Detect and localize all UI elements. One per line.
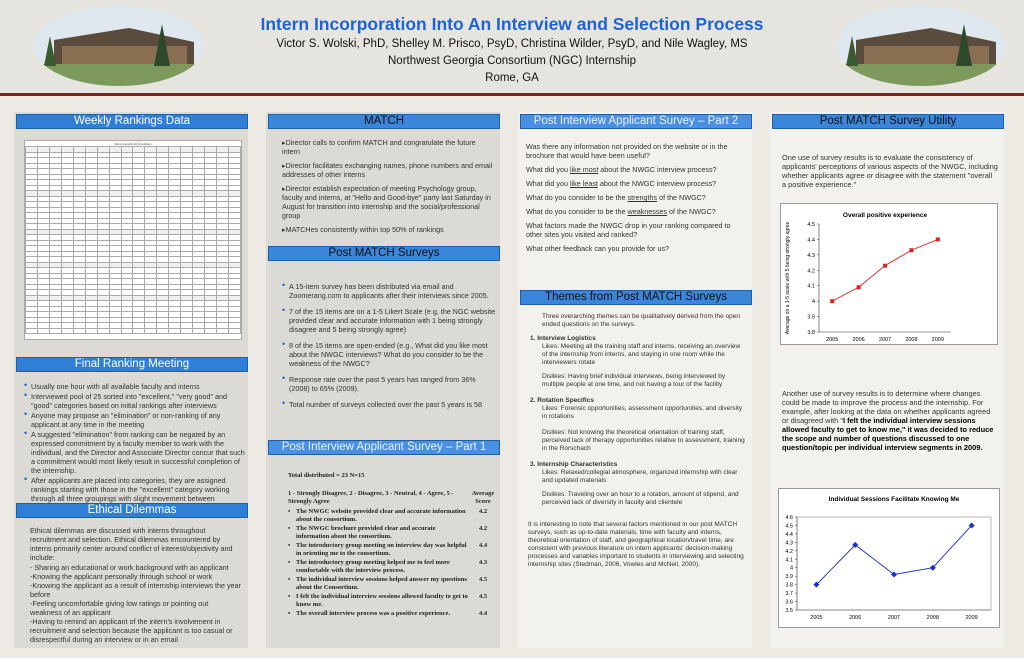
survey-item: • A 15-item survey has been distributed via email and Zoomerang.com to applicants after their interviews since 2005.	[282, 282, 496, 300]
chart-overall-positive	[780, 203, 998, 345]
survey-row	[288, 559, 498, 575]
survey-row-item: • The NWGC website provided clear and accurate information about the consortium.	[288, 508, 466, 523]
rankings-grid-cell	[26, 328, 38, 334]
rankings-grid-cell	[169, 328, 181, 334]
institution: Northwest Georgia Consortium (NGC) Internship	[388, 55, 636, 67]
theme-3-dislikes: Dislikes: Traveling over an hour to a rotation, amount of stipend, and perceived lack of diversity in faculty and clientele	[542, 491, 739, 506]
y-tick-label: 4.6	[785, 515, 793, 521]
themes-intro: Three overarching themes can be qualitatively derived from the open ended questions on the surveys.	[542, 313, 740, 328]
x-tick-label: 2009	[965, 615, 978, 621]
ethical-line: -Knowing the applicant as a result of internship interviews the year before	[30, 581, 241, 599]
survey-row-item: • The introductory group meeting on interview day was helpful in orienting me to the consortium.	[288, 542, 467, 557]
y-tick-label: 3.8	[807, 330, 815, 336]
themes-text	[528, 313, 746, 569]
survey-row-item: • The overall interview process was a positive experience.	[288, 610, 451, 617]
plot-frame	[797, 517, 991, 610]
rankings-grid-cell	[157, 328, 169, 334]
ethical-line: -Feeling uncomfortable giving low ratings or pointing out weakness of an applicant	[30, 599, 209, 617]
theme-1-likes: Likes: Meeting all the training staff and interns, receiving an overview of the internship from interns, and staying in one room while the interviewers rotate	[542, 343, 741, 366]
survey-part1-table	[288, 472, 498, 619]
weekly-rankings-heading: Weekly Rankings Data	[16, 114, 248, 129]
data-point	[909, 248, 913, 252]
chart-overall-positive-svg	[781, 204, 997, 344]
rankings-grid-cell	[37, 328, 49, 334]
poster-header	[0, 0, 1024, 96]
y-tick-label: 4	[789, 565, 793, 572]
survey-rows	[288, 508, 498, 618]
bullet-icon: •	[288, 576, 291, 583]
y-tick-label: 4.3	[785, 540, 793, 547]
y-tick-label: 3.9	[807, 314, 815, 321]
rankings-grid-cell	[145, 328, 157, 334]
x-tick-label: 2009	[931, 337, 944, 343]
match-item: ▸Director establish expectation of meeting Psychology group, faculty and interns, at "Hello and Good-bye" party last Saturday in August for transition into internship and the social/professional group	[282, 184, 491, 220]
y-tick-label: 4.2	[785, 548, 793, 555]
bullet-icon: •	[288, 542, 291, 549]
final-ranking-item: • Usually one hour with all available faculty and interns	[24, 382, 246, 391]
rankings-grid-cell	[109, 328, 121, 334]
y-tick-label: 4.1	[807, 283, 815, 290]
x-tick-label: 2005	[810, 615, 823, 621]
theme-3-likes: Likes: Relaxed/collegial atmosphere, organized internship with clear and updated materials	[542, 469, 738, 484]
y-tick-label: 4.5	[807, 222, 815, 228]
x-tick-label: 2005	[826, 337, 839, 343]
question: What factors made the NWGC drop in your ranking compared to other sites you visited and ranked?	[526, 221, 731, 239]
campus-photo-left	[34, 6, 204, 86]
utility-heading: Post MATCH Survey Utility	[772, 114, 1004, 129]
survey-row	[288, 576, 498, 592]
utility-p2: Another use of survey results is to determine where changes could be made to improve the process and the internship. For example, after looking at the data on whether applicants agreed or disagreed with "I felt the individual interview sessions allowed faculty to get to know me," it was decided to reduce the scope and number of questions discussed to one question/topic per individual interview segments in 2009.	[782, 389, 994, 452]
survey-row-item: • The individual interview sessions helped answer my questions about the Consortium.	[288, 576, 467, 591]
chart-title: Overall positive experience	[842, 212, 928, 219]
bullet-icon: •	[288, 525, 291, 532]
x-tick-label: 2007	[878, 337, 892, 343]
chart-individual-sessions-svg	[779, 489, 999, 627]
final-ranking-item: • Anyone may propose an "elimination" or non-ranking of any applicant at any time in the meeting	[24, 411, 246, 429]
data-point	[936, 237, 940, 241]
rankings-grid-cell	[205, 328, 217, 334]
match-item: ▸MATCHes consistently within top 50% of rankings	[282, 225, 444, 234]
question: What did you like most about the NWGC interview process?	[526, 165, 717, 174]
rankings-grid-cell	[121, 328, 133, 334]
y-axis-label: Average on a 1-5 scale with 5 being strongly agree	[785, 221, 791, 335]
bullet-icon: •	[288, 593, 291, 600]
rankings-grid-cell	[228, 328, 240, 334]
ethical-dilemmas-heading: Ethical Dilemmas	[16, 503, 248, 518]
survey-item: • 8 of the 15 items are open-ended (e.g., What did you like most about the NWGC interviews? What do you consider to be the weakness of the NWGC?	[282, 341, 496, 368]
x-tick-label: 2006	[849, 615, 862, 621]
survey-row-item: • I felt the individual interview sessions allowed faculty to get to know me.	[288, 593, 468, 608]
survey-item: • Total number of surveys collected over the past 5 years is 58	[282, 400, 496, 409]
series-line	[832, 239, 938, 301]
rankings-table	[24, 140, 242, 340]
post-match-surveys-list	[282, 282, 496, 410]
y-tick-label: 3.7	[785, 591, 793, 598]
survey-total: Total distributed = 23 N=15	[288, 472, 365, 479]
final-ranking-list	[24, 382, 246, 513]
match-list	[282, 138, 494, 239]
poster-title: Intern Incorporation Into An Interview and Selection Process	[260, 14, 764, 34]
survey-row-score: 4.5	[478, 576, 488, 583]
post-match-surveys-heading: Post MATCH Surveys	[268, 246, 500, 261]
ethical-line: - Sharing an educational or work background with an applicant	[30, 563, 229, 572]
survey-row-score: 4.2	[478, 525, 488, 532]
question: Was there any information not provided on the website or in the brochure that would have been useful?	[526, 142, 728, 160]
match-heading: MATCH	[268, 114, 500, 129]
themes-conclusion: It is interesting to note that several factors mentioned in our post MATCH surveys, such as up-to-date materials, time with faculty and interns, theoretical orientation of staff, and geographical location/travel time, are consistent with previous literature on intern applicants' decision-making processes and variables important to students in interviewing and selecting internship sites (Stedman, 2006, Vowles and McNeil, 2000).	[528, 521, 744, 568]
x-tick-label: 2006	[852, 337, 865, 343]
rankings-grid-cell	[61, 328, 73, 334]
utility-p1: One use of survey results is to evaluate the consistency of applicants' perceptions of various aspects of the NWGC, including whether applicants agree or disagree with the statement "overall a positive experience."	[782, 153, 998, 189]
theme-1-title: 1. Interview Logistics	[530, 335, 596, 342]
bullet-icon: •	[288, 610, 291, 617]
theme-2-likes: Likes: Forensic opportunities, assessment opportunities, and diversity in rotations	[542, 405, 743, 420]
y-tick-label: 4.1	[785, 557, 793, 564]
authors: Victor S. Wolski, PhD, Shelley M. Prisco, PsyD, Christina Wilder, PsyD, and Nile Wagley, MS	[276, 38, 748, 50]
rankings-grid-cell	[181, 328, 193, 334]
survey-row	[288, 610, 498, 618]
theme-1-dislikes: Dislikes: Having brief individual interviews, being interviewed by multiple people at one time, and not having a tour of the facility	[542, 373, 726, 388]
y-tick-label: 4.2	[807, 268, 815, 275]
final-ranking-item: • Interviewed pool of 25 sorted into "excellent," "very good" and "good" categories based on initial rankings after interviews	[24, 392, 246, 410]
final-ranking-heading: Final Ranking Meeting	[16, 357, 248, 372]
question: What other feedback can you provide for us?	[526, 244, 670, 253]
question: What do you consider to be the strengths of the NWGC?	[526, 193, 706, 202]
survey-part1-heading: Post Interview Applicant Survey – Part 1	[268, 440, 500, 455]
final-ranking-item: • A suggested "elimination" from ranking can be negated by an expressed commitment by a faculty member to work with the individual, and the Director and Associate Director concur that such a commitment would most likely result in successful completion of the internship.	[24, 430, 246, 475]
survey-row-score: 4.4	[478, 610, 488, 617]
y-tick-label: 4.3	[807, 252, 815, 259]
y-tick-label: 3.8	[785, 582, 793, 589]
survey-part2-heading: Post Interview Applicant Survey – Part 2	[520, 114, 752, 129]
survey-row	[288, 593, 498, 609]
final-ranking-item: • After applicants are placed into categories, they are assigned rankings starting with those in the "excellent" category working through all three groupings with slight movement between	[24, 476, 246, 512]
x-tick-label: 2008	[905, 337, 918, 343]
data-point	[883, 264, 887, 268]
campus-photo-right	[836, 6, 1006, 86]
match-item: ▸Director facilitates exchanging names, phone numbers and email addresses of other interns	[282, 161, 493, 179]
ethical-intro: Ethical dilemmas are discussed with interns throughout recruitment and selection. Ethical dilemmas encountered by interns primarily center around conflict of interest/objectivity and include:	[30, 526, 233, 562]
themes-heading: Themes from Post MATCH Surveys	[520, 290, 752, 305]
survey-scale-row	[288, 490, 498, 506]
rankings-grid-cell	[49, 328, 61, 334]
location: Rome, GA	[485, 72, 539, 84]
y-tick-label: 4.5	[785, 523, 793, 530]
y-tick-label: 4	[811, 299, 815, 306]
y-tick-label: 3.6	[785, 599, 793, 606]
x-tick-label: 2007	[887, 615, 901, 621]
question: What did you like least about the NWGC interview process?	[526, 179, 717, 188]
question: What do you consider to be the weaknesses of the NWGC?	[526, 207, 716, 216]
match-item: ▸Director calls to confirm MATCH and congratulate the future intern	[282, 138, 476, 156]
theme-3-title: 3. Internship Characteristics	[530, 461, 618, 468]
rankings-grid-row	[26, 328, 241, 334]
rankings-grid-cell	[133, 328, 145, 334]
survey-row	[288, 508, 498, 524]
survey-row	[288, 525, 498, 541]
chart-individual-sessions	[778, 488, 1000, 628]
survey-item: • 7 of the 15 items are on a 1-5 Likert Scale (e.g, the NGC website provided clear and accurate information with 1 being strongly disagree and 5 being strongly agree)	[282, 307, 496, 334]
ethical-line: -Knowing the applicant personally through school or work	[30, 572, 213, 581]
y-tick-label: 3.9	[785, 574, 793, 581]
rankings-grid	[25, 146, 241, 334]
survey-row	[288, 542, 498, 558]
survey-row-score: 4.5	[478, 593, 488, 600]
rankings-grid-cell	[97, 328, 109, 334]
theme-2-title: 2. Rotation Specifics	[530, 397, 594, 404]
rankings-grid-cell	[73, 328, 85, 334]
survey-score-header: Average Score	[471, 490, 495, 505]
rankings-grid-cell	[85, 328, 97, 334]
ethical-line: -Having to remind an applicant of the intern's involvement in recruitment and selection because the applicant is too casual or disrespectful during an interview or in an email	[30, 617, 233, 644]
survey-row-item: • The introductory group meeting helped me to feel more comfortable with the interview process.	[288, 559, 450, 574]
survey-row-score: 4.2	[478, 508, 488, 515]
y-tick-label: 3.5	[785, 608, 793, 614]
theme-2-dislikes: Dislikes: Not knowing the theoretical orientation of training staff, perceived lack of therapy opportunities relative to assessment, training in the Rorschach	[542, 429, 745, 452]
y-tick-label: 4.4	[807, 237, 815, 244]
bullet-icon: •	[288, 508, 291, 515]
rankings-table-title: Intern Applicant Rankings	[114, 142, 152, 146]
x-tick-label: 2008	[926, 615, 939, 621]
survey-part2-questions	[526, 142, 746, 258]
chart-title: Individual Sessions Facilitate Knowing Me	[828, 496, 960, 503]
rankings-grid-cell	[217, 328, 229, 334]
survey-item: • Response rate over the past 5 years has ranged from 36% (2008) to 65% (2009).	[282, 375, 496, 393]
bullet-icon: •	[288, 559, 291, 566]
data-point	[857, 285, 861, 289]
data-point	[830, 299, 834, 303]
ethical-dilemmas-text	[30, 526, 242, 644]
survey-scale: 1 - Strongly Disagree, 2 - Disagree, 3 - Neutral, 4 - Agree, 5 -Strongly Agree	[288, 490, 454, 505]
survey-row-score: 4.3	[478, 559, 488, 566]
survey-row-item: • The NWGC brochure provided clear and accurate information about the consortium.	[288, 525, 436, 540]
y-tick-label: 4.4	[785, 531, 793, 538]
survey-row-score: 4.4	[478, 542, 488, 549]
rankings-grid-cell	[193, 328, 205, 334]
